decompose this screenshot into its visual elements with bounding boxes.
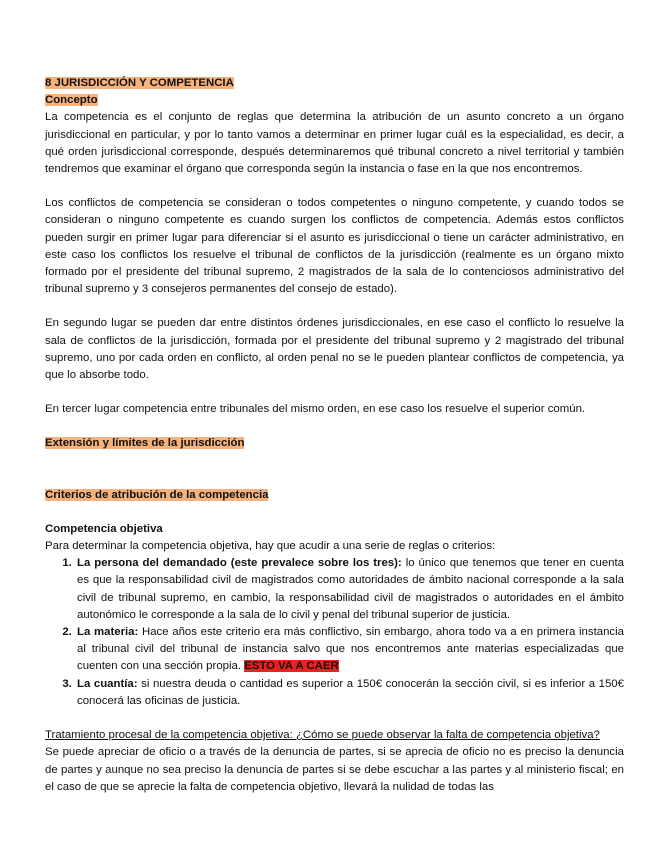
exam-flag: ESTO VA A CAER	[244, 660, 339, 673]
extension-heading: Extensión y límites de la jurisdicción	[45, 437, 245, 450]
conflictos-paragraph-3: En tercer lugar competencia entre tribunales del mismo orden, en ese caso los resuelve el superior común.	[45, 403, 586, 416]
conflictos-paragraph-2: En segundo lugar se pueden dar entre distintos órdenes jurisdiccionales, en ese caso el conflicto lo resuelve la sala de conflictos de la jurisdicción, formada por el presidente del tribunal supremo y 2 magistrado del tribunal supremo, uno por cada orden en conflicto, al orden penal no se le pueden plantear conflictos de competencia, ya que lo absorbe todo.	[45, 317, 624, 382]
objetiva-intro: Para determinar la competencia objetiva, hay que acudir a una serie de reglas o criterios:	[45, 540, 496, 553]
criteria-item-persona: 1. La persona del demandado (este prevalece sobre los tres): lo único que tenemos que tener en cuenta es que la responsabilidad civil de magistrados como autoridades de ámbito nacional corresponde a la sala civil de tribunal supremo, en cambio, la responsabilidad civil de magistrados o autoridades en el ámbito autonómico le corresponde a la sala de lo civil y penal del tribunal superior de justicia.	[75, 555, 624, 624]
conflictos-paragraph-1: Los conflictos de competencia se consideran o todos competentes o ninguno competente, y cuando todos se consideran o ninguno competente es cuando surgen los conflictos de competencia. Además estos conflictos pueden surgir en primer lugar para diferenciar si el asunto es jurisdiccional o tiene un carácter administrativo, en este caso los conflictos los resuelve el tribunal de conflictos de la jurisdicción (realmente es un órgano mixto formado por el presidente del tribunal supremo, 2 magistrados de la sala de lo contenciosos administrativo del tribunal supremo y 3 consejeros permanentes del consejo de estado).	[45, 197, 624, 296]
section-title: 8 JURISDICCIÓN Y COMPETENCIA	[45, 77, 234, 89]
criterios-heading: Criterios de atribución de la competencia	[45, 488, 269, 501]
objetiva-heading: Competencia objetiva	[45, 522, 163, 535]
tratamiento-question: Tratamiento procesal de la competencia objetiva: ¿Cómo se puede observar la falta de competencia objetiva?	[45, 729, 600, 742]
criteria-list	[45, 555, 624, 710]
concepto-paragraph: La competencia es el conjunto de reglas que determina la atribución de un asunto concreto a un órgano jurisdiccional en particular, y por lo tanto vamos a determinar en primer lugar cuál es la especialidad, es decir, a qué orden jurisdiccional corresponde, después determinaremos qué tribunal concreto a nivel territorial y también tendremos que examinar el órgano que corresponda según la instancia o fase en la que nos encontremos.	[45, 111, 624, 176]
criteria-item-cuantia: 3. La cuantía: si nuestra deuda o cantidad es superior a 150€ conocerán la sección civil, si es inferior a 150€ conocerá las oficinas de justicia.	[75, 676, 624, 710]
concepto-heading: Concepto	[45, 94, 98, 107]
document-body	[45, 75, 624, 796]
tratamiento-paragraph: Se puede apreciar de oficio o a través de la denuncia de partes, si se aprecia de oficio no es preciso la denuncia de partes y aunque no sea preciso la denuncia de partes si se debe escuchar a las partes y al ministerio fiscal; en el caso de que se aprecie la falta de competencia objetivo, llevará la nulidad de todas las	[45, 746, 624, 793]
criteria-item-materia: 2. La materia: Hace años este criterio era más conflictivo, sin embargo, ahora todo va a en primera instancia al tribunal civil del tribunal de instancia salvo que nos encontremos ante materias especializadas que cuenten con una sección propia. ESTO VA A CAER	[75, 624, 624, 676]
